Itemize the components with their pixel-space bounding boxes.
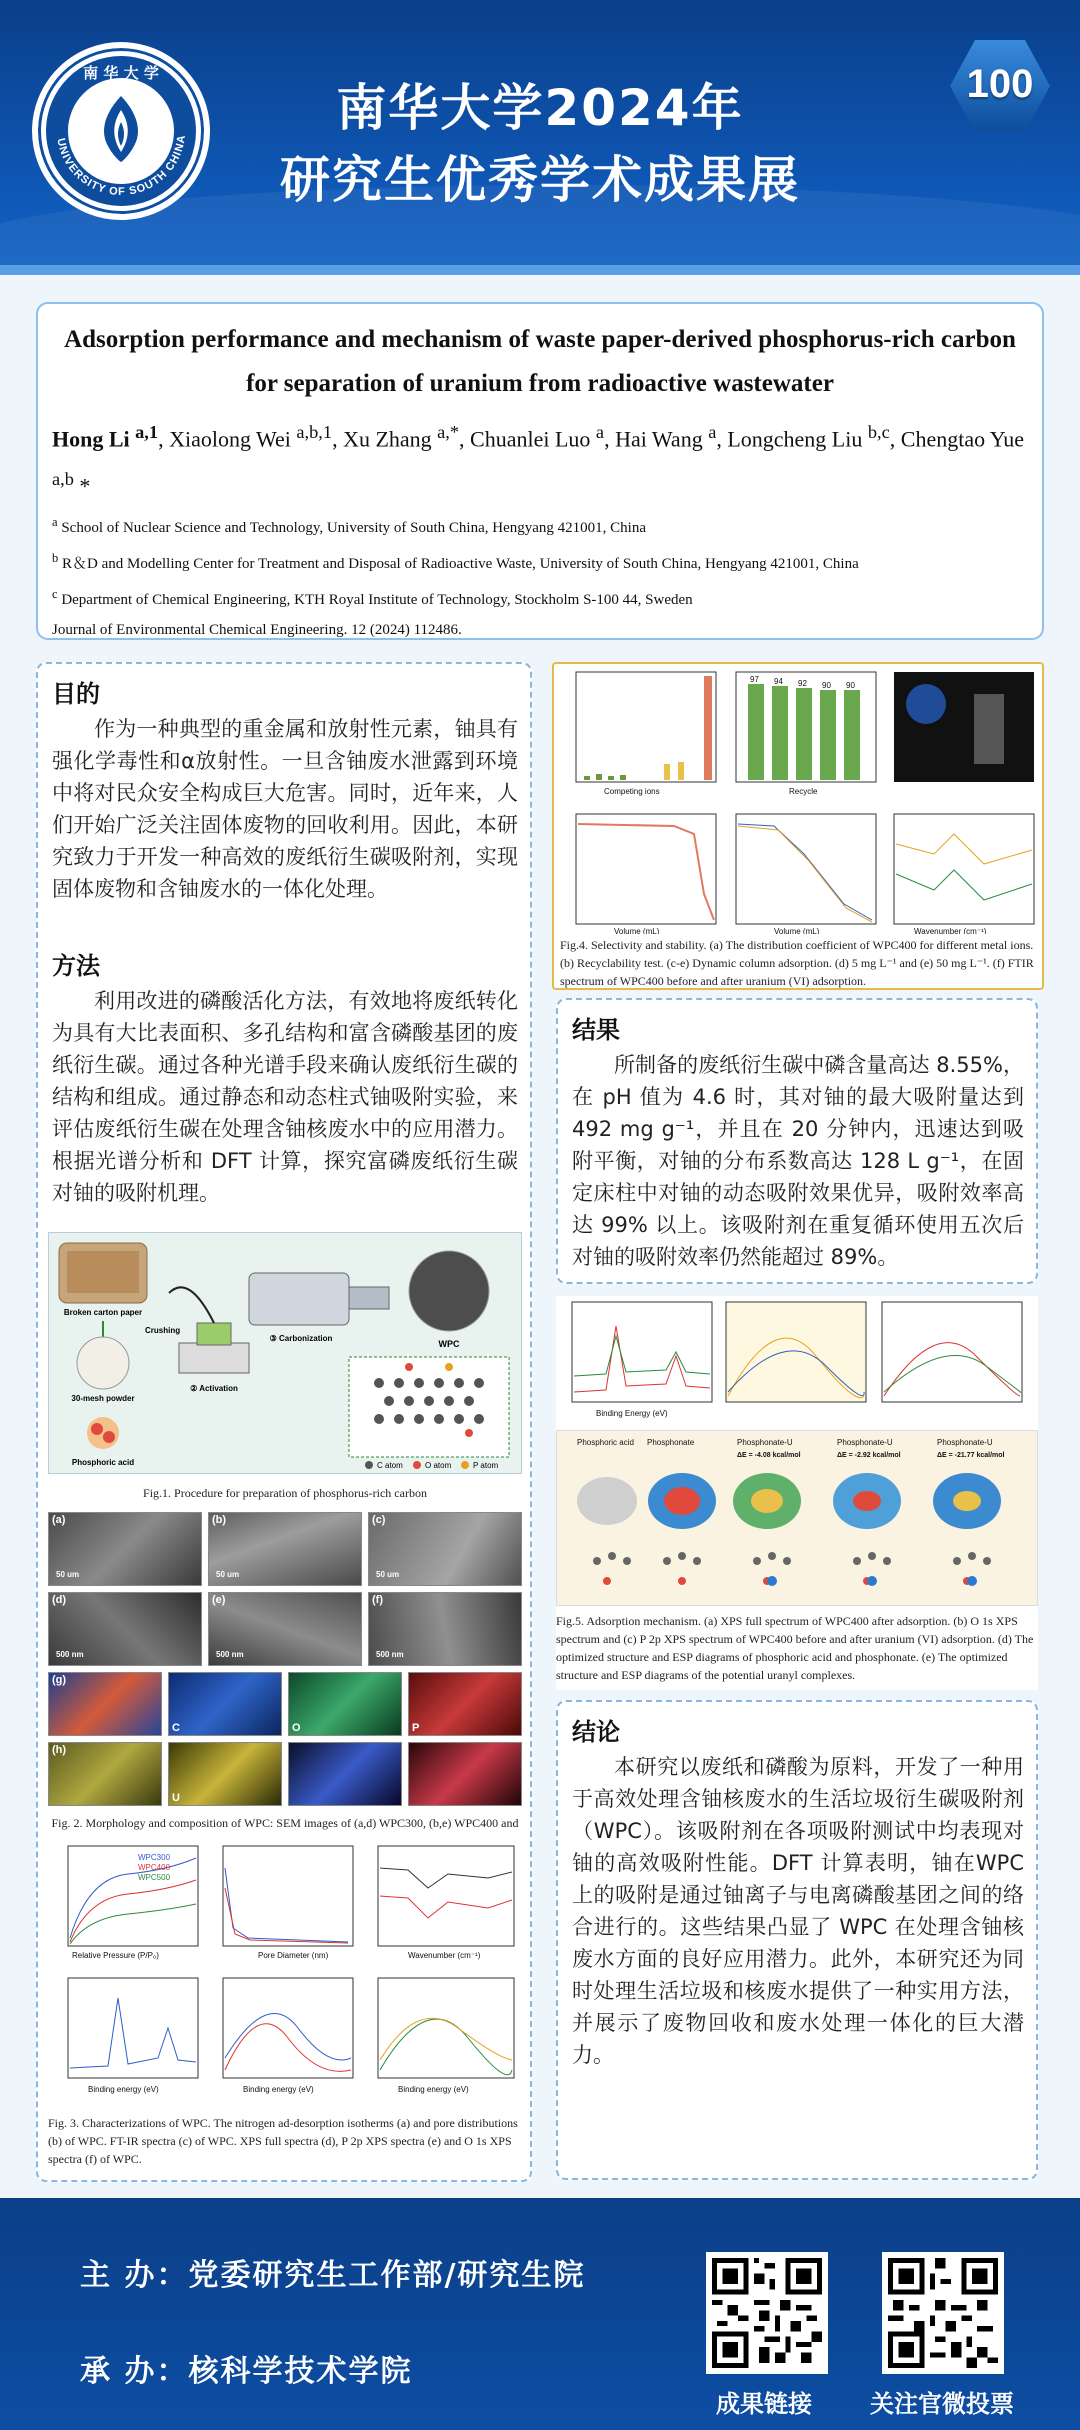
conclusion-heading: 结论 xyxy=(572,1718,620,1746)
affiliation-b: $^b$ R＆D and Modelling Center for Treatment and Disposal of Radioactive Waste, University of South China, Hengyang 421001, China xyxy=(52,550,859,572)
svg-text:ΔE = -21.77 kcal/mol: ΔE = -21.77 kcal/mol xyxy=(937,1452,1005,1459)
conclusion-section xyxy=(572,1712,1024,2071)
svg-text:WPC300: WPC300 xyxy=(138,1853,171,1862)
poster-header xyxy=(0,0,1080,275)
svg-text:Broken carton paper: Broken carton paper xyxy=(63,1308,143,1317)
svg-text:Phosphonate-U: Phosphonate-U xyxy=(937,1438,993,1447)
conclusion-panel xyxy=(556,1700,1038,2180)
conclusion-text: 本研究以废纸和磷酸为原料，开发了一种用于高效处理含铀核废水的生活垃圾衍生碳吸附剂（WPC）。该吸附剂在各项吸附测试中均表现对铀的高效吸附性能。DFT 计算表明，铀在WPC上的吸附是通过铀离子与电离磷酸基团之间的络合进行的。这些结果凸显了 WPC 在处理含铀核废水方面的良好应用潜力。此外，本研究还为同时处理生活垃圾和核废水提供了一种实用方法，并展示了废物回收和废水处理一体化的巨大潜力。 xyxy=(572,1755,1024,2067)
figure-2-sem: (a) (b) (c) (d) (e) (f) (g) (h) 50 um 50 um 50 um 500 nm 500 nm 500 nm C O P U xyxy=(48,1512,522,1808)
figure-4-panel xyxy=(552,662,1044,990)
poster-title-line1: 南华大学2024年 xyxy=(336,79,744,137)
svg-text:Pore Diameter (nm): Pore Diameter (nm) xyxy=(258,1951,329,1960)
host-line: 主 办：党委研究生工作部/研究生院 xyxy=(80,2258,586,2293)
svg-text:Phosphonate-U: Phosphonate-U xyxy=(737,1438,793,1447)
qr2-label: 关注官微投票 xyxy=(870,2390,1014,2418)
results-panel xyxy=(556,998,1038,1284)
svg-text:Competing ions: Competing ions xyxy=(604,787,660,796)
anniversary-badge: 100 xyxy=(950,36,1050,136)
purpose-heading: 目的 xyxy=(52,680,100,708)
svg-text:Binding energy (eV): Binding energy (eV) xyxy=(88,2085,159,2094)
affiliation-c: $^c$ Department of Chemical Engineering, KTH Royal Institute of Technology, Stockholm S-100 44, Sweden xyxy=(52,586,693,608)
purpose-section xyxy=(52,674,518,905)
svg-text:C atom: C atom xyxy=(377,1461,403,1470)
fig3-plots xyxy=(48,1838,522,2108)
fig1-diagram xyxy=(49,1233,523,1475)
qr-code-paper-link[interactable] xyxy=(706,2252,828,2374)
svg-text:Binding energy (eV): Binding energy (eV) xyxy=(243,2085,314,2094)
svg-text:Wavenumber (cm⁻¹): Wavenumber (cm⁻¹) xyxy=(408,1951,481,1960)
figure-1-procedure xyxy=(48,1232,522,1474)
paper-info-box xyxy=(36,302,1044,640)
svg-text:Relative Pressure (P/P₀): Relative Pressure (P/P₀) xyxy=(72,1951,159,1960)
svg-text:Phosphonate: Phosphonate xyxy=(647,1438,695,1447)
svg-text:Phosphoric acid: Phosphoric acid xyxy=(71,1458,135,1467)
svg-text:Volume (mL): Volume (mL) xyxy=(614,927,660,934)
affiliation-a: $^a$ School of Nuclear Science and Technology, University of South China, Hengyang 421001, China xyxy=(52,514,646,536)
svg-text:南 华 大 学: 南 华 大 学 xyxy=(83,64,159,82)
svg-text:③ Carbonization: ③ Carbonization xyxy=(269,1334,333,1343)
svg-text:② Activation: ② Activation xyxy=(190,1384,238,1393)
method-heading: 方法 xyxy=(52,952,100,980)
method-text: 利用改进的磷酸活化方法，有效地将废纸转化为具有大比表面积、多孔结构和富含磷酸基团的废纸衍生碳。通过各种光谱手段来确认废纸衍生碳的结构和组成。通过静态和动态柱式铀吸附实验，来评估废纸衍生碳在处理含铀核废水中的应用潜力。根据光谱分析和 DFT 计算，探究富磷废纸衍生碳对铀的吸附机理。 xyxy=(52,989,518,1205)
paper-title: Adsorption performance and mechanism of waste paper-derived phosphorus-rich carbon for separation of uranium from radioactive wastewater xyxy=(64,326,1016,397)
fig4-plots xyxy=(554,664,1042,934)
svg-text:97: 97 xyxy=(750,675,759,684)
svg-text:94: 94 xyxy=(774,677,783,686)
results-heading: 结果 xyxy=(572,1016,620,1044)
svg-text:O atom: O atom xyxy=(425,1461,452,1470)
results-section xyxy=(572,1010,1024,1273)
figure-5-mechanism xyxy=(556,1296,1038,1690)
fig5-xps-plots xyxy=(556,1296,1038,1426)
purpose-text: 作为一种典型的重金属和放射性元素，铀具有强化学毒性和α放射性。一旦含铀废水泄露到环境中将对民众安全构成巨大危害。同时，近年来，人们开始广泛关注固体废物的回收利用。因此，本研究致力于开发一种高效的废纸衍生碳吸附剂，实现固体废物和含铀废水的一体化处理。 xyxy=(52,717,518,901)
svg-text:92: 92 xyxy=(798,679,807,688)
svg-text:UNIVERSITY OF SOUTH CHINA: UNIVERSITY OF SOUTH CHINA xyxy=(54,133,189,199)
qr-code-wechat-vote[interactable] xyxy=(882,2252,1004,2374)
svg-text:WPC500: WPC500 xyxy=(138,1873,171,1882)
method-section xyxy=(52,946,518,1209)
svg-text:P atom: P atom xyxy=(473,1461,499,1470)
svg-text:Binding Energy (eV): Binding Energy (eV) xyxy=(596,1409,668,1418)
poster-title-line2: 研究生优秀学术成果展 xyxy=(280,151,800,209)
poster-footer xyxy=(0,2198,1080,2430)
svg-text:ΔE = -2.92 kcal/mol: ΔE = -2.92 kcal/mol xyxy=(837,1452,901,1459)
fig1-caption: Fig.1. Procedure for preparation of phosphorus-rich carbon xyxy=(143,1486,427,1500)
fig2-caption: Fig. 2. Morphology and composition of WPC: SEM images of (a,d) WPC300, (b,e) WPC400 and xyxy=(51,1816,519,1830)
svg-text:90: 90 xyxy=(846,681,855,690)
svg-text:WPC400: WPC400 xyxy=(138,1863,171,1872)
svg-text:WPC: WPC xyxy=(438,1339,460,1349)
svg-text:Recycle: Recycle xyxy=(789,787,818,796)
fig5-caption: Fig.5. Adsorption mechanism. (a) XPS full spectrum of WPC400 after adsorption. (b) O 1s XPS spectrum and (c) P 2p XPS spectrum of WPC400 before and after uranium (VI) adsorption. (d) The optimized structure and ESP diagrams of phosphoric acid and phosphonate. (e) The optimized structure and ESP diagrams of the potential uranyl complexes. xyxy=(556,1614,1034,1682)
journal-citation: Journal of Environmental Chemical Engineering. 12 (2024) 112486. xyxy=(52,621,462,638)
svg-text:ΔE = -4.08 kcal/mol: ΔE = -4.08 kcal/mol xyxy=(737,1452,801,1459)
svg-text:Crushing: Crushing xyxy=(145,1326,181,1335)
svg-text:Volume (mL): Volume (mL) xyxy=(774,927,820,934)
svg-text:90: 90 xyxy=(822,681,831,690)
results-text: 所制备的废纸衍生碳中磷含量高达 8.55%，在 pH 值为 4.6 时，其对铀的最大吸附量达到 492 mg g⁻¹，并且在 20 分钟内，迅速达到吸附平衡，对铀的分布系数高达 128 L g⁻¹，在固定床柱中对铀的动态吸附效果优异，吸附效率高达 99% 以上。该吸附剂在重复循环使用五次后对铀的吸附效率仍然能超过 89%。 xyxy=(572,1053,1024,1269)
figure-3-characterization xyxy=(48,1838,522,2108)
svg-text:Binding energy (eV): Binding energy (eV) xyxy=(398,2085,469,2094)
left-column-panel xyxy=(36,662,532,2182)
svg-text:Phosphonate-U: Phosphonate-U xyxy=(837,1438,893,1447)
svg-text:Phosphoric acid: Phosphoric acid xyxy=(577,1438,634,1447)
paper-authors: Hong Li $^{a,1}$, Xiaolong Wei $^{a,b,1}$, Xu Zhang $^{a,*}$, Chuanlei Luo $^a$, Hai Wang $^a$, Longcheng Liu $^{b,c}$, Chengtao Yue $^{a,b}$ * xyxy=(52,422,1024,499)
svg-text:30-mesh powder: 30-mesh powder xyxy=(71,1394,135,1403)
fig3-caption: Fig. 3. Characterizations of WPC. The nitrogen ad-desorption isotherms (a) and pore distributions (b) of WPC. FT-IR spectra (c) of WPC. XPS full spectra (d), P 2p XPS spectra (e) and O 1s XPS spectra (f) of WPC. xyxy=(48,2116,518,2166)
fig5-dft-panel xyxy=(556,1430,1038,1606)
svg-text:Wavenumber (cm⁻¹): Wavenumber (cm⁻¹) xyxy=(914,927,987,934)
organizer-line: 承 办：核科学技术学院 xyxy=(80,2354,413,2389)
fig4-caption: Fig.4. Selectivity and stability. (a) The distribution coefficient of WPC400 for different metal ions. (b) Recyclability test. (c-e) Dynamic column adsorption. (d) 5 mg L⁻¹ and (e) 50 mg L⁻¹. (f) FTIR spectrum of WPC400 before and after uranium (VI) adsorption. xyxy=(560,938,1034,988)
qr1-label: 成果链接 xyxy=(716,2390,812,2418)
